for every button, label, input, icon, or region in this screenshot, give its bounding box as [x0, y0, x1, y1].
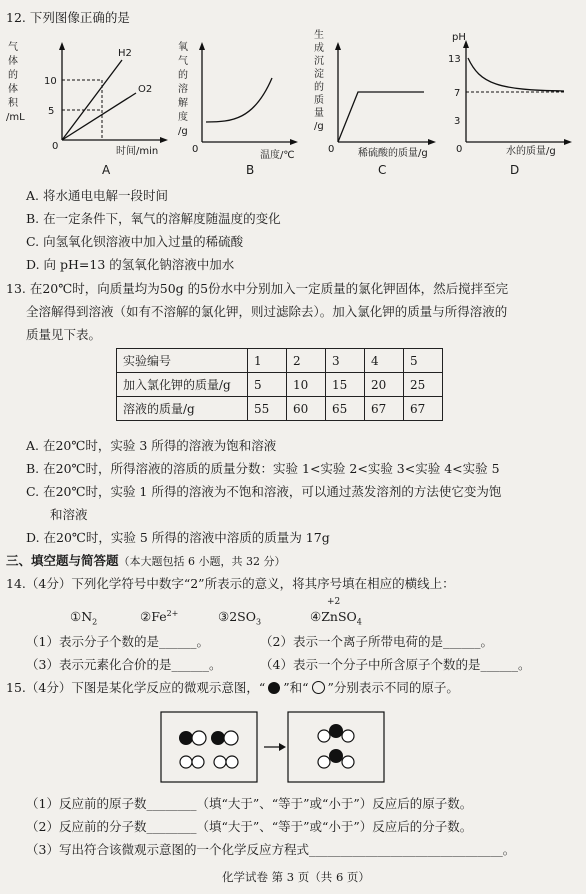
graph-a-ylabel-2: 体 [8, 56, 18, 67]
graph-d-ylabel: pH [452, 32, 466, 43]
q15-blank-2: （2）反应前的分子数________（填“大于”、“等于”或“小于”）反应后的分子数。 [26, 819, 473, 834]
graph-b-xlabel: 温度/℃ [260, 150, 295, 161]
table-cell: 55 [248, 397, 287, 421]
page-footer: 化学试卷 第 3 页（共 6 页） [222, 870, 370, 884]
table-cell: 实验编号 [117, 349, 248, 373]
table-cell: 2 [287, 349, 326, 373]
q14-symbol-1-sub: 2 [92, 617, 98, 627]
table-cell: 67 [404, 397, 443, 421]
table-cell: 5 [248, 373, 287, 397]
table-cell: 4 [365, 349, 404, 373]
table-cell: 1 [248, 349, 287, 373]
q13-option-c: C. 在20℃时，实验 1 所得的溶液为不饱和溶液，可以通过蒸发溶剂的方法使它变为饱 [26, 484, 502, 499]
q12-stem: 12. 下列图像正确的是 [6, 10, 130, 25]
graph-b-ylabel-6: 度 [178, 112, 188, 123]
graph-d-tick-7: 7 [454, 88, 461, 99]
graph-a-series-h2: H2 [118, 48, 132, 59]
black-atom-icon [268, 682, 280, 694]
q13-option-a: A. 在20℃时，实验 3 所得的溶液为饱和溶液 [26, 438, 277, 453]
q14-symbol-1 [70, 609, 97, 627]
graph-d-tick-13: 13 [448, 54, 461, 65]
q14-blank-3: （3）表示元素化合价的是______。 [26, 657, 222, 672]
q14-symbol-3-main: ③2SO [218, 609, 256, 624]
graph-c-letter: C [378, 163, 387, 177]
graph-b-ylabel-5: 解 [178, 98, 188, 109]
q12-option-d: D. 向 pH=13 的氢氧化钠溶液中加水 [26, 257, 235, 272]
table-cell: 溶液的质量/g [117, 397, 248, 421]
table-cell: 60 [287, 397, 326, 421]
table-cell: 15 [326, 373, 365, 397]
graph-c-ylabel-6: 质 [314, 95, 324, 106]
q14-symbol-4-valence: +2 [327, 597, 341, 607]
graph-b-ylabel-3: 的 [178, 70, 188, 81]
graph-d-tick-0: 0 [456, 144, 463, 155]
graph-b-ylabel-7: /g [178, 126, 188, 137]
q14-symbol-2-main: ②Fe [140, 609, 167, 625]
q15-stem-a: 15.（4分）下图是某化学反应的微观示意图，“ [6, 680, 266, 695]
q14-symbol-3-sub: 3 [255, 617, 262, 627]
q15-stem [6, 678, 459, 696]
white-atom-icon [312, 681, 325, 694]
graph-b-letter: B [246, 163, 255, 177]
q13-option-d: D. 在20℃时，实验 5 所得的溶液中溶质的质量为 17g [26, 530, 330, 545]
q14-blank-2: （2）表示一个离子所带电荷的是______。 [260, 634, 493, 649]
q14-blank-4: （4）表示一个分子中所含原子个数的是______。 [260, 657, 531, 672]
section-3-note: （本大题包括 6 小题，共 32 分） [118, 555, 286, 568]
section-3-heading [6, 551, 286, 569]
graph-a-ylabel-5: 积 [8, 98, 18, 109]
graph-a-xlabel: 时间/min [116, 146, 159, 157]
graph-a-ylabel-3: 的 [8, 70, 18, 81]
graph-c [308, 28, 448, 178]
table-cell: 3 [326, 349, 365, 373]
q13-option-c-cont: 和溶液 [50, 507, 88, 522]
graph-d [436, 28, 582, 178]
graph-c-ylabel-8: /g [314, 121, 324, 132]
graph-c-origin: 0 [328, 144, 335, 155]
q13-stem-line3: 质量见下表。 [26, 327, 102, 342]
table-cell: 20 [365, 373, 404, 397]
graph-c-xlabel: 稀硫酸的质量/g [358, 148, 428, 159]
q12-option-a: A. 将水通电电解一段时间 [26, 188, 168, 203]
graph-d-xlabel: 水的质量/g [506, 146, 556, 157]
q12-option-c: C. 向氢氧化钡溶液中加入过量的稀硫酸 [26, 234, 244, 249]
q14-blank-1: （1）表示分子个数的是______。 [26, 634, 209, 649]
table-cell: 加入氯化钾的质量/g [117, 373, 248, 397]
table-cell: 5 [404, 349, 443, 373]
q12-option-b: B. 在一定条件下，氧气的溶解度随温度的变化 [26, 211, 281, 226]
q13-stem-line2: 全溶解得到溶液（如有不溶解的氯化钾，则过滤除去）。加入氯化钾的质量与所得溶液的 [26, 304, 508, 319]
q14-symbol-4 [310, 609, 362, 627]
graph-b-origin: 0 [192, 144, 199, 155]
table-cell: 65 [326, 397, 365, 421]
q15-stem-c: ”分别表示不同的原子。 [327, 680, 459, 695]
graph-a-tick-10: 10 [44, 76, 57, 87]
graph-c-ylabel-5: 的 [314, 82, 324, 93]
graph-a-tick-0: 0 [52, 141, 59, 152]
graph-d-tick-3: 3 [454, 116, 461, 127]
graph-b-ylabel-2: 气 [178, 56, 188, 67]
q13-stem-line1: 13. 在20℃时，向质量均为50g 的5份水中分别加入一定质量的氯化钾固体，然后搅拌至完 [6, 281, 509, 296]
q15-blank-1: （1）反应前的原子数________（填“大于”、“等于”或“小于”）反应后的原子数。 [26, 796, 473, 811]
q14-stem: 14.（4分）下列化学符号中数字“2”所表示的意义，将其序号填在相应的横线上： [6, 576, 455, 591]
graph-c-ylabel-3: 沉 [314, 56, 324, 67]
graph-a-ylabel-4: 体 [8, 84, 18, 95]
table-row [117, 373, 443, 397]
graph-b-ylabel-4: 溶 [178, 84, 188, 95]
q15-blank-3: （3）写出符合该微观示意图的一个化学反应方程式_______________________________。 [26, 842, 516, 857]
graph-b [172, 28, 312, 178]
graph-a-series-o2: O2 [138, 84, 153, 95]
graph-a-ylabel-6: /mL [6, 112, 25, 123]
q14-symbol-2-sup: 2+ [166, 609, 179, 618]
graph-a [4, 28, 174, 178]
table-cell: 25 [404, 373, 443, 397]
graph-c-ylabel-2: 成 [314, 43, 324, 54]
table-cell: 10 [287, 373, 326, 397]
graph-a-tick-5: 5 [48, 106, 55, 117]
graph-c-ylabel-7: 量 [314, 108, 324, 119]
graph-c-ylabel-1: 生 [314, 30, 324, 41]
graph-a-letter: A [102, 163, 111, 177]
q14-symbol-3 [218, 609, 261, 627]
q13-table [116, 348, 443, 421]
q14-symbol-4-main: ④ZnSO [310, 609, 357, 624]
table-cell: 67 [365, 397, 404, 421]
reaction-diagram [160, 708, 410, 786]
graph-c-ylabel-4: 淀 [314, 69, 324, 80]
q14-symbol-2 [140, 609, 178, 624]
q13-option-b: B. 在20℃时，所得溶液的溶质的质量分数：实验 1<实验 2<实验 3<实验 4<实验 5 [26, 461, 500, 476]
graph-b-ylabel-1: 氧 [178, 42, 188, 53]
q14-symbol-4-sub: 4 [356, 617, 362, 627]
graph-a-ylabel-1: 气 [8, 42, 18, 53]
table-row [117, 397, 443, 421]
section-3-title: 三、填空题与简答题 [6, 553, 119, 568]
q15-stem-b: ”和“ [283, 680, 309, 695]
table-row [117, 349, 443, 373]
graph-d-letter: D [510, 163, 520, 177]
q14-symbol-1-main: ①N [70, 609, 93, 624]
